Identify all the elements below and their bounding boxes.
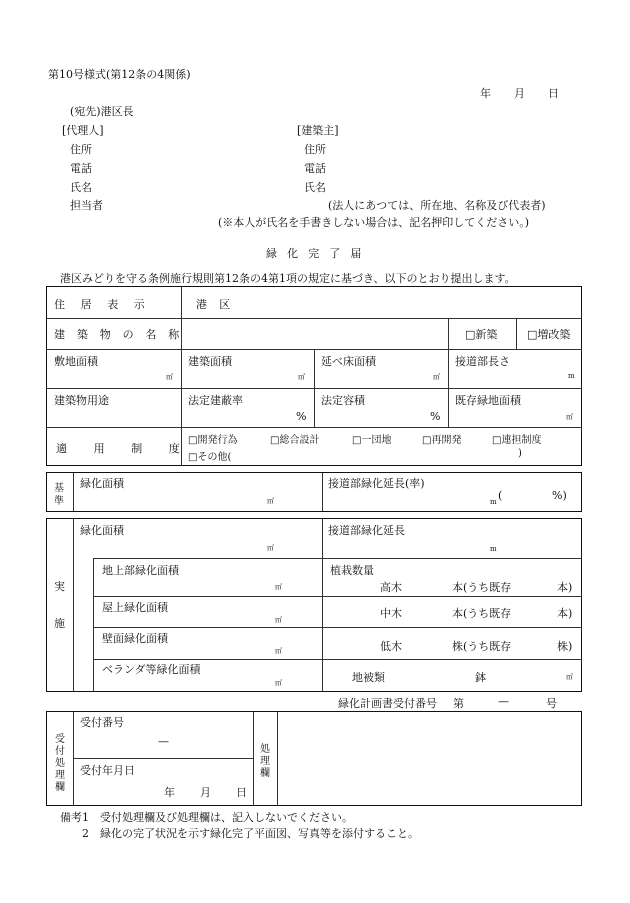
date-month: 月 [514, 87, 525, 100]
actual-label-1: 実 [54, 580, 65, 593]
low-tree-unit: 株(うち既存 [452, 640, 512, 653]
system-single-site[interactable]: □一団地 [352, 435, 392, 446]
standard-green-area: 緑化面積 [80, 477, 124, 490]
unit-m2: ㎡ [267, 497, 274, 505]
seal-note: (※本人が氏名を手書きしない場合は、記名押印してください。) [218, 216, 530, 229]
unit-m: m [568, 372, 575, 380]
medium-tree-label: 中木 [380, 607, 402, 620]
ground-cover-unit: 鉢 [475, 671, 486, 684]
intro-text: 港区みどりを守る条例施行規則第12条の4第1項の規定に基づき、以下のとおり提出します。 [60, 272, 516, 285]
building-area-label: 建築面積 [188, 355, 232, 368]
agent-name-label: 氏名 [70, 181, 92, 194]
actual-road-green: 接道部緑化延長 [328, 524, 405, 537]
agent-contact-label: 担当者 [70, 199, 103, 212]
ground-green-label: 地上部緑化面積 [102, 564, 179, 577]
existing-green-label: 既存緑地面積 [455, 394, 521, 407]
unit-m2: ㎡ [267, 544, 274, 552]
site-area-label: 敷地面積 [54, 355, 98, 368]
standard-road-green: 接道部緑化延長(率) [328, 477, 425, 490]
unit-m2: ㎡ [166, 373, 173, 381]
owner-title: [建築主] [297, 124, 339, 137]
unit-m2: ㎡ [275, 647, 282, 655]
unit-m2: ㎡ [566, 413, 573, 421]
system-other-close: ) [518, 448, 522, 459]
standard-label-2: 準 [54, 496, 64, 507]
new-construction-checkbox[interactable]: □新築 [465, 328, 498, 341]
plan-number-label: 緑化計画書受付番号 [338, 697, 437, 710]
actual-label-2: 施 [54, 617, 65, 630]
reception-day: 日 [236, 786, 247, 799]
floor-area-label: 延べ床面積 [321, 355, 376, 368]
agent-address-label: 住所 [70, 143, 92, 156]
ground-cover-label: 地被類 [352, 671, 385, 684]
actual-green-area: 緑化面積 [80, 524, 124, 537]
roof-green-label: 屋上緑化面積 [102, 601, 168, 614]
date-day: 日 [548, 87, 559, 100]
planting-label: 植栽数量 [330, 564, 374, 577]
low-tree-close: 株) [557, 640, 573, 653]
system-label: 適 用 制 度 [56, 442, 192, 455]
reception-month: 月 [200, 786, 211, 799]
floor-area-ratio-label: 法定容積 [321, 394, 365, 407]
unit-percent: % [430, 410, 441, 423]
unit-m: m [490, 545, 497, 553]
reception-number-label: 受付番号 [80, 716, 124, 729]
reception-number-dash: — [158, 735, 169, 748]
unit-m: m [490, 498, 497, 506]
system-development[interactable]: □開発行為 [188, 435, 238, 446]
form-number: 第10号様式(第12条の4関係) [48, 68, 191, 81]
owner-address-label: 住所 [304, 143, 326, 156]
tall-tree-close: 本) [557, 581, 573, 594]
owner-name-label: 氏名 [304, 181, 326, 194]
reception-date-label: 受付年月日 [80, 764, 135, 777]
tall-tree-unit: 本(うち既存 [452, 581, 512, 594]
paren-close: %) [552, 489, 567, 502]
wall-green-label: 壁面緑化面積 [102, 632, 168, 645]
owner-phone-label: 電話 [304, 162, 326, 175]
medium-tree-close: 本) [557, 607, 573, 620]
building-name-label: 建 築 物 の 名 称 [54, 328, 184, 341]
addressee: (宛先)港区長 [70, 105, 134, 118]
doc-title: 緑 化 完 了 届 [266, 247, 365, 260]
note-1: 備考1 受付処理欄及び処理欄は、記入しないでください。 [60, 811, 353, 824]
plan-number-dash: — [498, 695, 509, 708]
date-year: 年 [480, 87, 491, 100]
tall-tree-label: 高木 [380, 581, 402, 594]
address-value: 港 区 [196, 298, 235, 311]
address-label: 住 居 表 示 [54, 298, 151, 311]
unit-m2: ㎡ [298, 373, 305, 381]
road-frontage-label: 接道部長さ [455, 355, 510, 368]
system-comprehensive[interactable]: □総合設計 [270, 435, 320, 446]
corp-note: (法人にあつては、所在地、名称及び代表者) [328, 199, 546, 212]
plan-number-prefix: 第 [453, 697, 464, 710]
unit-m2: ㎡ [275, 583, 282, 591]
unit-m2: ㎡ [275, 616, 282, 624]
paren-open: ( [498, 489, 503, 502]
extension-checkbox[interactable]: □増改築 [527, 328, 571, 341]
reception-year: 年 [164, 786, 175, 799]
unit-percent: % [296, 410, 307, 423]
unit-m2: ㎡ [275, 679, 282, 687]
note-2: 2 緑化の完了状況を示す緑化完了平面図、写真等を添付すること。 [82, 827, 419, 840]
agent-title: [代理人] [62, 124, 104, 137]
system-other[interactable]: □その他( [188, 452, 232, 463]
building-use-label: 建築物用途 [54, 394, 109, 407]
medium-tree-unit: 本(うち既存 [452, 607, 512, 620]
unit-m2: ㎡ [566, 673, 573, 681]
unit-m2: ㎡ [433, 373, 440, 381]
standard-label-1: 基 [54, 483, 64, 494]
coverage-ratio-label: 法定建蔽率 [188, 394, 243, 407]
system-linked[interactable]: □連担制度 [492, 435, 542, 446]
plan-number-suffix: 号 [546, 697, 557, 710]
agent-phone-label: 電話 [70, 162, 92, 175]
veranda-green-label: ベランダ等緑化面積 [102, 663, 201, 676]
system-redevelopment[interactable]: □再開発 [422, 435, 462, 446]
low-tree-label: 低木 [380, 640, 402, 653]
